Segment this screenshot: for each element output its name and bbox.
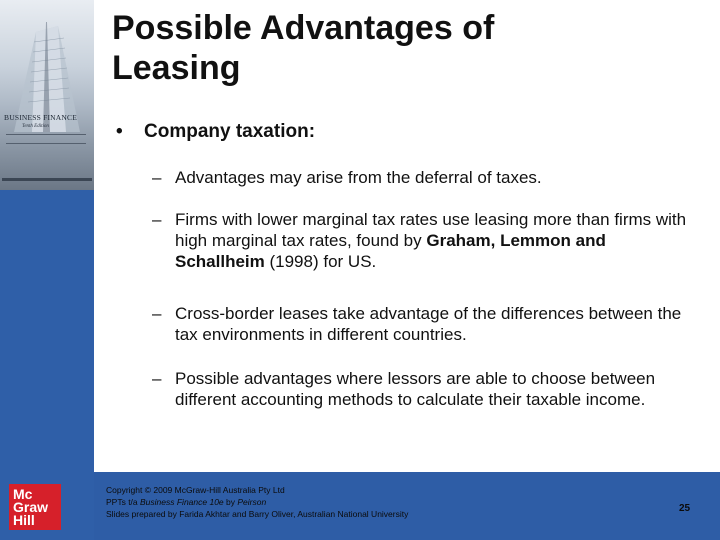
sub-bullet-text: Cross-border leases take advantage of the differences between the tax environments in different countries.: [175, 304, 682, 344]
sub2-text-c: (1998) for US.: [264, 252, 377, 271]
slide-number: 25: [679, 503, 691, 514]
mcgraw-hill-logo: [9, 484, 61, 530]
sub-bullet-4: [152, 368, 672, 410]
sub-bullet-1: [152, 167, 672, 188]
cover-footer-strip: [2, 178, 92, 181]
main-bullet: [116, 121, 315, 143]
sub-bullet-2: [152, 209, 697, 272]
cover-divider: [6, 134, 86, 144]
bullet-marker: •: [116, 121, 123, 142]
sub-bullet-text: Possible advantages where lessors are able to choose between different accounting methods to calculate their taxable income.: [175, 369, 656, 409]
author-name: Peirson: [237, 497, 267, 507]
prepared-by-text: Slides prepared by Farida Akhtar and Barry Oliver, Australian National University: [106, 509, 409, 519]
dash-marker: –: [152, 168, 162, 187]
sub-bullet-text: Advantages may arise from the deferral of taxes.: [175, 168, 542, 187]
dash-marker: –: [152, 210, 162, 229]
title-line-2: Leasing: [112, 49, 241, 87]
title-line-1: Possible Advantages of: [112, 9, 495, 47]
ppts-by: by: [223, 497, 238, 507]
cover-subtitle: Tenth Edition: [22, 124, 49, 129]
logo-line-2: Graw: [13, 499, 49, 515]
ppts-line: [106, 496, 408, 508]
sub2-text-a: Firms with lower marginal tax rates use leasing more than firms with high marginal tax rates, found by: [175, 210, 687, 250]
sub2-authors: Graham, Lemmon and Schallheim: [175, 231, 606, 271]
bullet-text: Company taxation:: [144, 121, 316, 142]
book-cover-image: [0, 0, 94, 190]
logo-line-1: Mc: [13, 486, 33, 502]
copyright-text: Copyright © 2009 McGraw-Hill Australia Pty Ltd: [106, 485, 285, 495]
sub-bullet-3: [152, 303, 692, 345]
dash-marker: –: [152, 369, 162, 388]
logo-line-3: Hill: [13, 512, 35, 528]
cover-title: BUSINESS FINANCE: [4, 113, 78, 122]
dash-marker: –: [152, 304, 162, 323]
ppts-prefix: PPTs t/a: [106, 497, 141, 507]
sub-bullet-text: [175, 209, 697, 272]
book-title: Business Finance 10e: [140, 497, 224, 507]
footer-credits: [106, 484, 408, 520]
slide-title: [112, 8, 494, 88]
